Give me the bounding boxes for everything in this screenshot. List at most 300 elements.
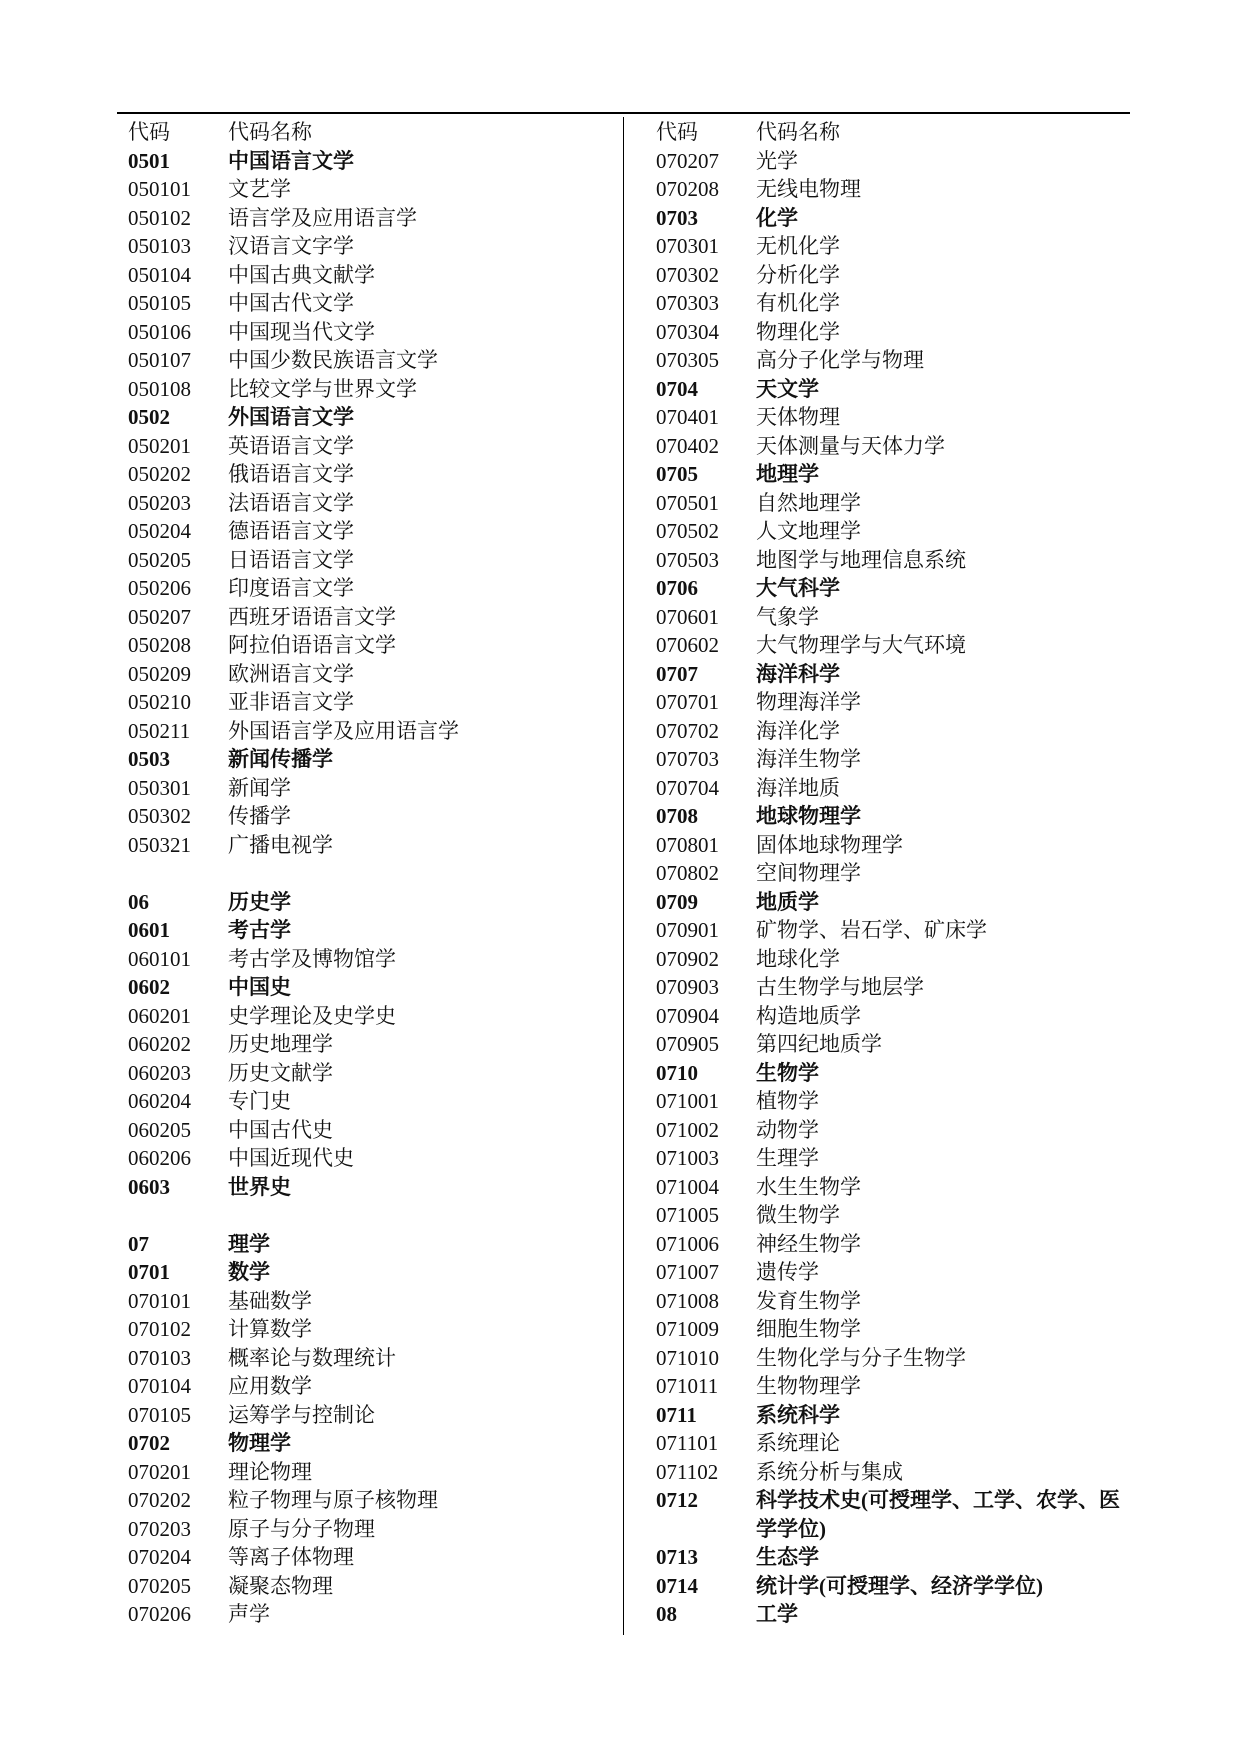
table-row xyxy=(128,1372,618,1401)
row-name: 俄语语言文学 xyxy=(228,462,354,486)
row-name: 新闻传播学 xyxy=(228,747,333,771)
row-code: 070206 xyxy=(128,1602,191,1626)
row-name: 比较文学与世界文学 xyxy=(228,376,417,401)
table-row xyxy=(656,546,1126,575)
row-code: 070302 xyxy=(656,262,719,287)
table-row xyxy=(656,888,1126,917)
table-row xyxy=(656,1059,1126,1088)
row-code: 0502 xyxy=(128,405,170,429)
header-name: 代码名称 xyxy=(756,120,840,144)
row-name: 人文地理学 xyxy=(756,519,861,543)
table-row xyxy=(656,375,1126,404)
table-row xyxy=(656,432,1126,461)
table-row xyxy=(656,289,1126,318)
row-code: 070304 xyxy=(656,319,719,344)
table-row xyxy=(128,660,618,689)
row-code: 050321 xyxy=(128,832,191,857)
table-header-row xyxy=(128,118,618,147)
row-name: 中国古代文学 xyxy=(228,291,354,315)
row-name: 海洋科学 xyxy=(756,661,840,686)
table-row xyxy=(656,1002,1126,1031)
row-code: 071010 xyxy=(656,1345,719,1370)
table-row xyxy=(656,346,1126,375)
row-code: 070503 xyxy=(656,547,719,572)
table-row xyxy=(656,1372,1126,1401)
table-row xyxy=(128,346,618,375)
row-name: 应用数学 xyxy=(228,1374,312,1398)
table-row xyxy=(128,831,618,860)
row-code: 0704 xyxy=(656,376,698,401)
row-code: 050209 xyxy=(128,661,191,686)
row-code: 070704 xyxy=(656,775,719,800)
row-name: 大气物理学与大气环境 xyxy=(756,633,966,657)
row-name: 科学技术史(可授理学、工学、农学、医学学位) xyxy=(756,1488,1120,1541)
row-code: 071001 xyxy=(656,1089,719,1113)
row-code: 0601 xyxy=(128,918,170,942)
row-name: 法语语言文学 xyxy=(228,490,354,515)
row-code: 070901 xyxy=(656,918,719,942)
row-name: 计算数学 xyxy=(228,1317,312,1341)
row-code: 050203 xyxy=(128,490,191,515)
table-row xyxy=(128,261,618,290)
row-code: 071004 xyxy=(656,1174,719,1199)
row-code: 060205 xyxy=(128,1117,191,1142)
row-code: 050301 xyxy=(128,775,191,800)
row-code: 050101 xyxy=(128,177,191,201)
table-row xyxy=(128,717,618,746)
row-code: 070703 xyxy=(656,747,719,771)
table-row xyxy=(128,232,618,261)
table-row xyxy=(128,517,618,546)
row-name: 气象学 xyxy=(756,604,819,629)
row-code: 050105 xyxy=(128,291,191,315)
row-code: 050207 xyxy=(128,604,191,629)
table-row xyxy=(656,147,1126,176)
table-row xyxy=(656,1258,1126,1287)
table-row xyxy=(128,1144,618,1173)
row-name: 地球物理学 xyxy=(756,804,861,828)
row-name: 系统理论 xyxy=(756,1431,840,1455)
row-name: 中国现当代文学 xyxy=(228,319,375,344)
row-name: 凝聚态物理 xyxy=(228,1573,333,1598)
table-row xyxy=(128,1002,618,1031)
row-name: 语言学及应用语言学 xyxy=(228,205,417,230)
row-name: 统计学(可授理学、经济学学位) xyxy=(756,1573,1043,1598)
row-code: 070905 xyxy=(656,1032,719,1056)
row-code: 070903 xyxy=(656,975,719,999)
row-name: 广播电视学 xyxy=(228,832,333,857)
row-name: 无线电物理 xyxy=(756,177,861,201)
row-code: 0712 xyxy=(656,1488,698,1512)
row-code: 050211 xyxy=(128,718,191,743)
table-row xyxy=(656,774,1126,803)
table-row xyxy=(128,574,618,603)
row-code: 070101 xyxy=(128,1288,191,1313)
row-code: 0501 xyxy=(128,148,170,173)
row-name: 历史地理学 xyxy=(228,1032,333,1056)
row-name: 物理海洋学 xyxy=(756,690,861,714)
row-code: 08 xyxy=(656,1602,677,1626)
table-row xyxy=(656,660,1126,689)
table-row xyxy=(656,232,1126,261)
row-code: 070102 xyxy=(128,1317,191,1341)
row-name: 生理学 xyxy=(756,1146,819,1170)
table-row xyxy=(656,1572,1126,1601)
table-row xyxy=(656,859,1126,888)
table-row xyxy=(656,831,1126,860)
row-code: 050201 xyxy=(128,433,191,458)
table-row xyxy=(656,1315,1126,1344)
header-code: 代码 xyxy=(656,120,698,144)
row-name: 专门史 xyxy=(228,1089,291,1113)
table-row xyxy=(128,1287,618,1316)
row-code: 070202 xyxy=(128,1488,191,1512)
table-row xyxy=(656,916,1126,945)
row-code: 0703 xyxy=(656,205,698,230)
table-row xyxy=(656,1543,1126,1572)
row-name: 古生物学与地层学 xyxy=(756,975,924,999)
row-code: 0711 xyxy=(656,1402,697,1427)
table-row xyxy=(128,1515,618,1544)
header-name: 代码名称 xyxy=(228,120,312,144)
row-code: 070207 xyxy=(656,148,719,173)
table-row xyxy=(128,1173,618,1202)
row-code: 070303 xyxy=(656,291,719,315)
row-code: 0701 xyxy=(128,1260,170,1284)
row-name: 英语语言文学 xyxy=(228,433,354,458)
row-code: 070801 xyxy=(656,832,719,857)
row-code: 050104 xyxy=(128,262,191,287)
row-name: 海洋生物学 xyxy=(756,747,861,771)
row-name: 生物物理学 xyxy=(756,1374,861,1398)
row-name: 阿拉伯语语言文学 xyxy=(228,633,396,657)
row-name: 概率论与数理统计 xyxy=(228,1345,396,1370)
row-name: 外国语言学及应用语言学 xyxy=(228,718,459,743)
row-name: 第四纪地质学 xyxy=(756,1032,882,1056)
row-name: 构造地质学 xyxy=(756,1003,861,1028)
row-name: 动物学 xyxy=(756,1117,819,1142)
table-row xyxy=(128,1344,618,1373)
header-code: 代码 xyxy=(128,120,170,144)
row-name: 外国语言文学 xyxy=(228,405,354,429)
row-name: 系统科学 xyxy=(756,1402,840,1427)
row-name: 地理学 xyxy=(756,462,819,486)
row-name: 生态学 xyxy=(756,1545,819,1569)
table-row xyxy=(128,888,618,917)
row-code: 060101 xyxy=(128,946,191,971)
table-row xyxy=(656,1344,1126,1373)
table-row xyxy=(128,1429,618,1458)
row-code: 070902 xyxy=(656,946,719,971)
row-code: 070104 xyxy=(128,1374,191,1398)
row-code: 0708 xyxy=(656,804,698,828)
row-code: 070502 xyxy=(656,519,719,543)
table-row xyxy=(656,175,1126,204)
table-row xyxy=(656,403,1126,432)
row-code: 050106 xyxy=(128,319,191,344)
table-row xyxy=(128,403,618,432)
row-name: 理学 xyxy=(228,1231,270,1256)
row-code: 0503 xyxy=(128,747,170,771)
row-code: 071011 xyxy=(656,1374,719,1398)
table-row xyxy=(656,517,1126,546)
table-row xyxy=(128,1600,618,1629)
row-name: 海洋化学 xyxy=(756,718,840,743)
row-name: 德语语言文学 xyxy=(228,519,354,543)
row-name: 基础数学 xyxy=(228,1288,312,1313)
row-code: 0702 xyxy=(128,1431,170,1455)
row-name: 历史文献学 xyxy=(228,1060,333,1085)
row-name: 中国语言文学 xyxy=(228,148,354,173)
row-code: 071008 xyxy=(656,1288,719,1313)
row-name: 有机化学 xyxy=(756,291,840,315)
table-row xyxy=(656,717,1126,746)
row-name: 粒子物理与原子核物理 xyxy=(228,1488,438,1512)
row-name: 世界史 xyxy=(228,1174,291,1199)
spacer-row xyxy=(128,1201,618,1230)
row-code: 050205 xyxy=(128,547,191,572)
row-code: 060204 xyxy=(128,1089,191,1113)
row-name: 化学 xyxy=(756,205,798,230)
row-code: 060206 xyxy=(128,1146,191,1170)
table-row xyxy=(656,1116,1126,1145)
table-row xyxy=(656,1201,1126,1230)
table-row xyxy=(656,460,1126,489)
row-code: 071009 xyxy=(656,1317,719,1341)
table-row xyxy=(128,546,618,575)
table-row xyxy=(656,1144,1126,1173)
row-code: 0602 xyxy=(128,975,170,999)
table-row xyxy=(128,375,618,404)
row-code: 071006 xyxy=(656,1231,719,1256)
row-code: 0714 xyxy=(656,1573,698,1598)
row-name: 欧洲语言文学 xyxy=(228,661,354,686)
table-row xyxy=(128,147,618,176)
table-row xyxy=(128,289,618,318)
right-column xyxy=(656,118,1126,1629)
row-code: 050210 xyxy=(128,690,191,714)
row-code: 050202 xyxy=(128,462,191,486)
row-code: 070203 xyxy=(128,1516,191,1541)
row-code: 071002 xyxy=(656,1117,719,1142)
row-code: 0707 xyxy=(656,661,698,686)
table-row xyxy=(656,1173,1126,1202)
row-name: 地图学与地理信息系统 xyxy=(756,547,966,572)
row-name: 大气科学 xyxy=(756,576,840,600)
row-name: 新闻学 xyxy=(228,775,291,800)
table-row xyxy=(128,1572,618,1601)
row-code: 070701 xyxy=(656,690,719,714)
table-row xyxy=(656,1401,1126,1430)
row-code: 070204 xyxy=(128,1545,191,1569)
table-row xyxy=(656,1429,1126,1458)
row-name: 汉语言文字学 xyxy=(228,234,354,258)
table-row xyxy=(128,1116,618,1145)
table-row xyxy=(128,1059,618,1088)
row-code: 070103 xyxy=(128,1345,191,1370)
table-row xyxy=(656,318,1126,347)
row-name: 水生生物学 xyxy=(756,1174,861,1199)
row-code: 071007 xyxy=(656,1260,719,1284)
table-row xyxy=(656,574,1126,603)
row-name: 光学 xyxy=(756,148,798,173)
table-row xyxy=(128,1315,618,1344)
row-code: 070602 xyxy=(656,633,719,657)
left-column xyxy=(128,118,618,1629)
row-name: 发育生物学 xyxy=(756,1288,861,1313)
table-row xyxy=(128,432,618,461)
table-row xyxy=(128,1486,618,1515)
row-name: 无机化学 xyxy=(756,234,840,258)
table-row xyxy=(656,688,1126,717)
table-row xyxy=(656,1287,1126,1316)
row-name: 物理学 xyxy=(228,1431,291,1455)
table-row xyxy=(128,1401,618,1430)
row-code: 050107 xyxy=(128,348,191,372)
row-name: 固体地球物理学 xyxy=(756,832,903,857)
row-code: 070205 xyxy=(128,1573,191,1598)
row-code: 070208 xyxy=(656,177,719,201)
row-name: 地球化学 xyxy=(756,946,840,971)
row-name: 文艺学 xyxy=(228,177,291,201)
row-code: 070702 xyxy=(656,718,719,743)
table-row xyxy=(656,261,1126,290)
row-code: 071003 xyxy=(656,1146,719,1170)
row-name: 传播学 xyxy=(228,804,291,828)
row-name: 中国史 xyxy=(228,975,291,999)
row-name: 矿物学、岩石学、矿床学 xyxy=(756,918,987,942)
row-name: 原子与分子物理 xyxy=(228,1516,375,1541)
row-name: 中国古典文献学 xyxy=(228,262,375,287)
table-row xyxy=(128,774,618,803)
row-name: 运筹学与控制论 xyxy=(228,1402,375,1427)
table-row xyxy=(128,1543,618,1572)
row-code: 050302 xyxy=(128,804,191,828)
table-row xyxy=(128,1030,618,1059)
table-row xyxy=(656,631,1126,660)
table-row xyxy=(128,688,618,717)
row-name: 系统分析与集成 xyxy=(756,1459,903,1484)
row-code: 050103 xyxy=(128,234,191,258)
row-name: 物理化学 xyxy=(756,319,840,344)
table-header-row xyxy=(656,118,1126,147)
row-name: 空间物理学 xyxy=(756,861,861,885)
row-code: 070402 xyxy=(656,433,719,458)
row-name: 亚非语言文学 xyxy=(228,690,354,714)
row-code: 07 xyxy=(128,1231,149,1256)
row-name: 天文学 xyxy=(756,376,819,401)
table-row xyxy=(128,318,618,347)
table-row xyxy=(656,1087,1126,1116)
spacer-row xyxy=(128,859,618,888)
row-code: 070105 xyxy=(128,1402,191,1427)
table-row xyxy=(128,1230,618,1259)
row-name: 中国少数民族语言文学 xyxy=(228,348,438,372)
row-code: 050206 xyxy=(128,576,191,600)
table-row xyxy=(128,175,618,204)
table-row xyxy=(656,802,1126,831)
row-code: 050204 xyxy=(128,519,191,543)
table-row xyxy=(128,1458,618,1487)
row-name: 地质学 xyxy=(756,889,819,914)
row-name: 中国古代史 xyxy=(228,1117,333,1142)
row-name: 海洋地质 xyxy=(756,775,840,800)
row-code: 0705 xyxy=(656,462,698,486)
table-row xyxy=(656,603,1126,632)
row-name: 印度语言文学 xyxy=(228,576,354,600)
table-row xyxy=(656,489,1126,518)
row-name: 生物学 xyxy=(756,1060,819,1085)
row-code: 050102 xyxy=(128,205,191,230)
row-name: 西班牙语语言文学 xyxy=(228,604,396,629)
row-name: 生物化学与分子生物学 xyxy=(756,1345,966,1370)
row-name: 考古学 xyxy=(228,918,291,942)
table-row xyxy=(656,1600,1126,1629)
table-row xyxy=(128,1258,618,1287)
row-code: 050208 xyxy=(128,633,191,657)
row-name: 等离子体物理 xyxy=(228,1545,354,1569)
column-divider xyxy=(623,117,624,1635)
row-name: 中国近现代史 xyxy=(228,1146,354,1170)
row-code: 070305 xyxy=(656,348,719,372)
row-name: 日语语言文学 xyxy=(228,547,354,572)
row-code: 071101 xyxy=(656,1431,719,1455)
table-row xyxy=(128,489,618,518)
row-name: 高分子化学与物理 xyxy=(756,348,924,372)
row-name: 神经生物学 xyxy=(756,1231,861,1256)
table-row xyxy=(128,631,618,660)
row-name: 分析化学 xyxy=(756,262,840,287)
top-rule xyxy=(117,112,1130,114)
row-code: 050108 xyxy=(128,376,191,401)
row-name: 声学 xyxy=(228,1602,270,1626)
table-row xyxy=(656,973,1126,1002)
row-code: 070501 xyxy=(656,490,719,515)
table-row xyxy=(656,1486,1126,1543)
table-row xyxy=(128,745,618,774)
row-name: 理论物理 xyxy=(228,1459,312,1484)
row-code: 070802 xyxy=(656,861,719,885)
row-code: 071102 xyxy=(656,1459,719,1484)
row-code: 070201 xyxy=(128,1459,191,1484)
row-code: 0709 xyxy=(656,889,698,914)
table-row xyxy=(128,603,618,632)
table-row xyxy=(128,802,618,831)
table-row xyxy=(656,745,1126,774)
table-row xyxy=(656,945,1126,974)
row-name: 细胞生物学 xyxy=(756,1317,861,1341)
table-row xyxy=(656,1230,1126,1259)
row-code: 0710 xyxy=(656,1060,698,1085)
row-name: 遗传学 xyxy=(756,1260,819,1284)
table-row xyxy=(128,945,618,974)
row-code: 060201 xyxy=(128,1003,191,1028)
table-row xyxy=(128,973,618,1002)
row-code: 0603 xyxy=(128,1174,170,1199)
row-code: 06 xyxy=(128,889,149,914)
table-row xyxy=(128,460,618,489)
row-code: 070601 xyxy=(656,604,719,629)
row-name: 数学 xyxy=(228,1260,270,1284)
row-code: 060203 xyxy=(128,1060,191,1085)
table-row xyxy=(128,916,618,945)
row-name: 考古学及博物馆学 xyxy=(228,946,396,971)
table-row xyxy=(656,1458,1126,1487)
row-code: 071005 xyxy=(656,1203,719,1227)
row-name: 天体物理 xyxy=(756,405,840,429)
row-code: 070904 xyxy=(656,1003,719,1028)
row-name: 植物学 xyxy=(756,1089,819,1113)
